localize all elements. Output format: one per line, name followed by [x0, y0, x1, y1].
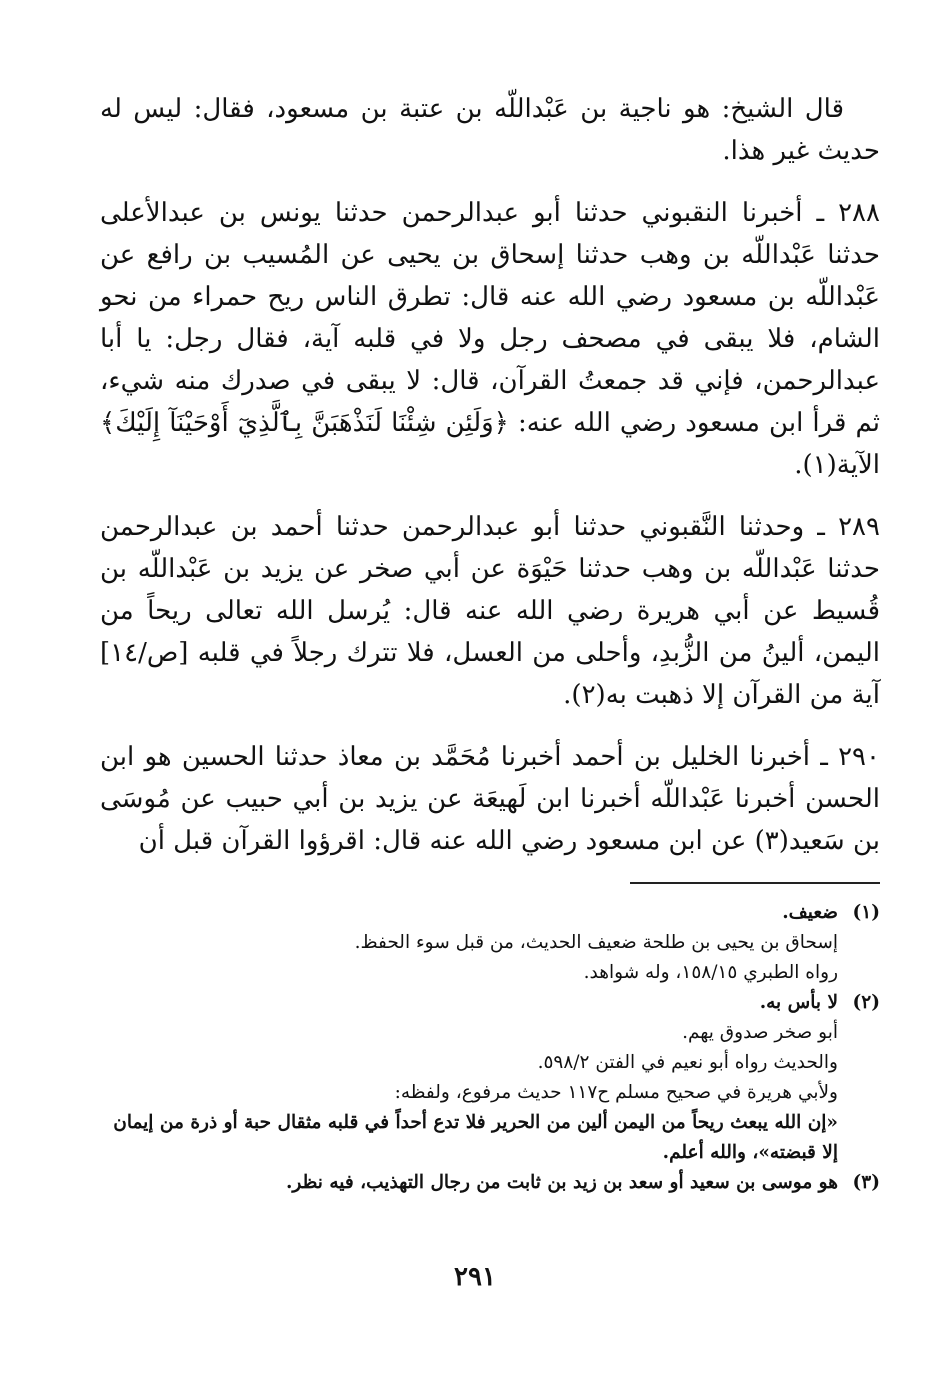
footnote-3 — [100, 1168, 880, 1198]
page-number: ٢٩١ — [454, 1262, 496, 1292]
footnote-line: هو موسى بن سعيد أو سعد بن زيد بن ثابت من رجال التهذيب، فيه نظر. — [285, 1172, 838, 1193]
footnotes — [100, 898, 880, 1198]
footnote-2 — [100, 988, 880, 1168]
footnote-body — [100, 988, 838, 1168]
footnote-number: (١) — [852, 902, 880, 923]
footnote-number: (٢) — [852, 992, 880, 1013]
footnote-quote: «إن الله يبعث ريحاً من اليمن ألين من الحرير فلا تدع أحداً في قلبه مثقال حبة أو ذرة من إيمان إلا قبضته»، والله أعلم. — [113, 1112, 838, 1163]
footnote-line: ولأبي هريرة في صحيح مسلم ح١١٧ حديث مرفوع، ولفظه: — [394, 1082, 838, 1103]
footnote-line: إسحاق بن يحيى بن طلحة ضعيف الحديث، من قبل سوء الحفظ. — [354, 932, 838, 953]
hadith-290-paragraph: ٢٩٠ ـ أخبرنا الخليل بن أحمد أخبرنا مُحَمَّد بن معاذ حدثنا الحسين هو ابن الحسن أخبرنا عَبْداللّه أخبرنا ابن لَهيعَة عن يزيد بن أبي حبيب عن مُوسَى بن سَعيد(٣) عن ابن مسعود رضي الله عنه قال: اقرؤوا القرآن قبل أن — [100, 742, 880, 856]
footnote-divider — [630, 882, 880, 884]
opening-paragraph: قال الشيخ: هو ناجية بن عَبْداللّه بن عتبة بن مسعود، فقال: ليس له حديث غير هذا. — [100, 94, 880, 166]
footnote-grade: ضعيف. — [782, 902, 838, 923]
footnote-number: (٣) — [852, 1172, 880, 1193]
footnote-body — [100, 898, 838, 988]
hadith-289-paragraph: ٢٨٩ ـ وحدثنا النَّقبوني حدثنا أبو عبدالرحمن حدثنا أحمد بن عبدالرحمن حدثنا عَبْداللّه بن وهب حدثنا حَيْوَة عن أبي صخر عن يزيد بن عَبْداللّه بن قُسيط عن أبي هريرة رضي الله عنه قال: يُرسل الله تعالى ريحاً من اليمن، ألينُ من الزُّبدِ، وأحلى من العسل، فلا تترك رجلاً في قلبه [ص/١٤] آية من القرآن إلا ذهبت به(٢). — [100, 512, 880, 710]
footnote-1 — [100, 898, 880, 988]
book-page — [100, 88, 880, 1348]
footnote-body — [100, 1168, 838, 1198]
footnote-line: رواه الطبري ١٥٨/١٥، وله شواهد. — [583, 962, 838, 983]
main-text — [100, 88, 880, 862]
footnote-grade: لا بأس به. — [759, 992, 838, 1013]
hadith-288-paragraph: ٢٨٨ ـ أخبرنا النقبوني حدثنا أبو عبدالرحمن حدثنا يونس بن عبدالأعلى حدثنا عَبْداللّه بن وهب حدثنا إسحاق بن يحيى عن المُسيب بن رافع عن عَبْداللّه بن مسعود رضي الله عنه قال: تطرق الناس ريح حمراء من نحو الشام، فلا يبقى في مصحف رجل ولا في قلبه آية، فقال رجل: يا أبا عبدالرحمن، فإني قد جمعتُ القرآن، قال: لا يبقى في صدرك منه شيء، ثم قرأ ابن مسعود رضي الله عنه: ﴿وَلَئِن شِئْنَا لَنَذْهَبَنَّ بِٱلَّذِيٓ أَوْحَيْنَآ إِلَيْكَ﴾ الآية(١). — [100, 198, 880, 480]
footnote-line: أبو صخر صدوق يهم. — [682, 1022, 838, 1043]
footnote-line: والحديث رواه أبو نعيم في الفتن ٥٩٨/٢. — [537, 1052, 838, 1073]
